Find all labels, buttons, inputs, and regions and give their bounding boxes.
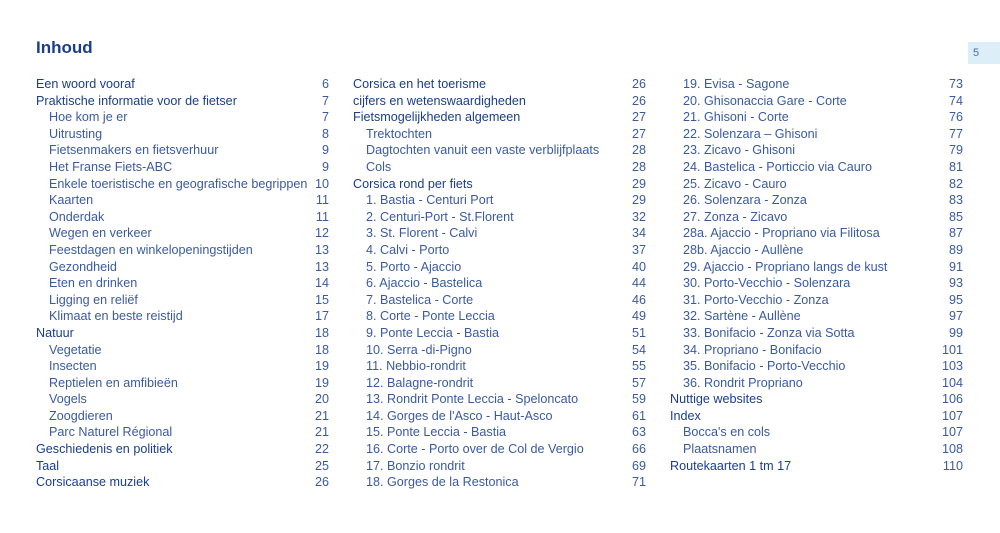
toc-entry-label: Trektochten [366, 126, 433, 141]
toc-entry-page: 13 [314, 242, 329, 257]
toc-entry-page: 107 [941, 425, 963, 440]
toc-entry-label: 8. Corte - Ponte Leccia [366, 309, 495, 324]
toc-entry-label: Nuttige websites [670, 392, 763, 407]
toc-entry-page: 101 [941, 342, 963, 357]
toc-entry[interactable] [670, 93, 963, 110]
toc-entry-page: 14 [314, 276, 329, 291]
toc-entry[interactable] [353, 209, 646, 226]
toc-entry[interactable] [36, 126, 329, 143]
toc-entry-page: 21 [314, 408, 329, 423]
toc-column-3 [670, 76, 963, 474]
toc-entry-page: 6 [321, 77, 329, 91]
toc-entry-label: 3. St. Florent - Calvi [366, 226, 478, 241]
toc-entry[interactable] [353, 441, 646, 458]
toc-entry[interactable] [353, 259, 646, 276]
toc-entry-label: Zoogdieren [49, 408, 113, 423]
toc-entry-page: 11 [315, 193, 329, 208]
toc-entry-page: 40 [631, 259, 646, 274]
toc-entry[interactable] [36, 259, 329, 276]
toc-entry-label: 2. Centuri-Port - St.Florent [366, 209, 514, 224]
toc-entry-page: 74 [948, 93, 963, 108]
toc-entry[interactable] [36, 225, 329, 242]
toc-entry-label: Enkele toeristische en geografische begrippen [49, 176, 308, 191]
toc-entry[interactable] [670, 209, 963, 226]
toc-entry[interactable] [670, 142, 963, 159]
toc-entry-page: 91 [948, 259, 963, 274]
toc-entry-page: 81 [948, 159, 963, 174]
toc-entry[interactable] [353, 342, 646, 359]
toc-entry-label: 26. Solenzara - Zonza [683, 193, 807, 208]
toc-entry-page: 25 [314, 458, 329, 473]
toc-entry-label: Vogels [49, 392, 87, 407]
toc-entry-label: 16. Corte - Porto over de Col de Vergio [366, 442, 584, 457]
toc-entry-page: 55 [631, 359, 646, 374]
toc-entry[interactable] [36, 342, 329, 359]
toc-entry[interactable] [670, 408, 963, 425]
toc-entry-page: 51 [631, 325, 646, 340]
toc-entry-label: Klimaat en beste reistijd [49, 309, 183, 324]
toc-entry[interactable] [670, 292, 963, 309]
toc-entry[interactable] [36, 458, 329, 475]
toc-entry-label: Fietsmogelijkheden algemeen [353, 110, 521, 125]
toc-entry-label: Routekaarten 1 tm 17 [670, 458, 792, 473]
toc-entry[interactable] [670, 358, 963, 375]
toc-entry-label: Feestdagen en winkelopeningstijden [49, 242, 253, 257]
toc-entry-page: 10 [314, 176, 329, 191]
toc-entry[interactable] [36, 76, 329, 93]
toc-entry[interactable] [353, 225, 646, 242]
toc-entry-label: 29. Ajaccio - Propriano langs de kust [683, 259, 888, 274]
toc-entry-page: 69 [631, 458, 646, 473]
toc-entry-label: Kaarten [49, 193, 94, 208]
toc-entry[interactable] [353, 358, 646, 375]
toc-entry-label: Corsica rond per fiets [353, 176, 473, 191]
toc-entry-label: 30. Porto-Vecchio - Solenzara [683, 276, 851, 291]
toc-entry-page: 11 [315, 209, 329, 224]
toc-entry[interactable] [36, 275, 329, 292]
toc-entry[interactable] [36, 109, 329, 126]
toc-entry[interactable] [353, 408, 646, 425]
toc-entry[interactable] [670, 342, 963, 359]
toc-entry-page: 77 [948, 126, 963, 141]
toc-entry-page: 12 [314, 226, 329, 241]
toc-entry[interactable] [353, 458, 646, 475]
toc-entry[interactable] [353, 93, 646, 110]
toc-entry-page: 28 [631, 143, 646, 158]
toc-entry-page: 15 [314, 292, 329, 307]
toc-entry-page: 22 [314, 442, 329, 457]
toc-entry-label: 20. Ghisonaccia Gare - Corte [683, 93, 847, 108]
toc-entry[interactable] [353, 142, 646, 159]
toc-entry[interactable] [353, 391, 646, 408]
toc-entry-page: 73 [948, 77, 963, 91]
toc-entry-page: 93 [948, 276, 963, 291]
toc-entry-label: Praktische informatie voor de fietser [36, 93, 237, 108]
toc-entry-page: 29 [631, 176, 646, 191]
toc-entry-label: 9. Ponte Leccia - Bastia [366, 325, 500, 340]
toc-entry-page: 66 [631, 442, 646, 457]
toc-entry[interactable] [36, 325, 329, 342]
toc-entry-page: 99 [948, 325, 963, 340]
toc-entry-page: 21 [314, 425, 329, 440]
toc-entry-label: 22. Solenzara – Ghisoni [683, 126, 818, 141]
toc-entry-page: 83 [948, 193, 963, 208]
toc-entry-label: 11. Nebbio-rondrit [366, 359, 466, 374]
toc-entry[interactable] [353, 192, 646, 209]
toc-entry[interactable] [353, 109, 646, 126]
toc-entry-label: 24. Bastelica - Porticcio via Cauro [683, 159, 872, 174]
toc-entry[interactable] [670, 76, 963, 93]
toc-entry-label: 31. Porto-Vecchio - Zonza [683, 292, 829, 307]
toc-entry-page: 46 [631, 292, 646, 307]
toc-entry[interactable] [36, 142, 329, 159]
toc-entry[interactable] [353, 176, 646, 193]
toc-entry-label: 7. Bastelica - Corte [366, 292, 474, 307]
toc-entry[interactable] [353, 325, 646, 342]
toc-entry[interactable] [353, 308, 646, 325]
toc-entry-label: 23. Zicavo - Ghisoni [683, 143, 795, 158]
toc-entry-page: 34 [631, 226, 646, 241]
toc-entry-label: Ligging en reliëf [49, 292, 138, 307]
toc-entry-label: Geschiedenis en politiek [36, 442, 173, 457]
toc-entry-page: 71 [631, 475, 646, 490]
toc-entry-label: Het Franse Fiets-ABC [49, 159, 173, 174]
toc-entry-page: 104 [941, 375, 963, 390]
toc-entry-label: Plaatsnamen [683, 442, 757, 457]
toc-entry-label: Hoe kom je er [49, 110, 128, 125]
toc-entry-label: cijfers en wetenswaardigheden [353, 93, 526, 108]
toc-entry[interactable] [353, 375, 646, 392]
toc-entry-label: Wegen en verkeer [49, 226, 152, 241]
toc-entry-label: Insecten [49, 359, 97, 374]
toc-entry[interactable] [670, 308, 963, 325]
toc-entry[interactable] [670, 325, 963, 342]
toc-column-1 [36, 76, 329, 491]
toc-entry-page: 103 [941, 359, 963, 374]
toc-entry-page: 63 [631, 425, 646, 440]
toc-entry-page: 106 [941, 392, 963, 407]
toc-entry-label: 15. Ponte Leccia - Bastia [366, 425, 507, 440]
toc-entry[interactable] [670, 159, 963, 176]
toc-entry-label: 33. Bonifacio - Zonza via Sotta [683, 325, 855, 340]
toc-entry-label: Vegetatie [49, 342, 102, 357]
toc-entry-label: 32. Sartène - Aullène [683, 309, 801, 324]
toc-entry[interactable] [670, 391, 963, 408]
toc-entry-page: 7 [321, 93, 329, 108]
toc-entry-page: 54 [631, 342, 646, 357]
toc-entry[interactable] [670, 126, 963, 143]
toc-entry[interactable] [353, 424, 646, 441]
toc-entry-label: Corsicaanse muziek [36, 475, 150, 490]
toc-entry[interactable] [670, 458, 963, 475]
toc-entry-page: 82 [948, 176, 963, 191]
toc-entry-page: 29 [631, 193, 646, 208]
toc-entry-label: Dagtochten vanuit een vaste verblijfplaats [366, 143, 600, 158]
toc-entry-page: 79 [948, 143, 963, 158]
toc-entry-label: 19. Evisa - Sagone [683, 77, 790, 91]
toc-entry-label: Natuur [36, 325, 74, 340]
toc-entry[interactable] [670, 375, 963, 392]
toc-entry-page: 9 [321, 159, 329, 174]
toc-entry-label: Gezondheid [49, 259, 117, 274]
toc-entry-label: 36. Rondrit Propriano [683, 375, 803, 390]
toc-entry[interactable] [353, 126, 646, 143]
toc-entry-label: 28a. Ajaccio - Propriano via Filitosa [683, 226, 880, 241]
toc-entry-page: 18 [314, 342, 329, 357]
toc-entry[interactable] [670, 176, 963, 193]
toc-entry-label: 35. Bonifacio - Porto-Vecchio [683, 359, 846, 374]
toc-entry-page: 28 [631, 159, 646, 174]
page-number: 5 [973, 47, 980, 59]
toc-entry-page: 97 [948, 309, 963, 324]
toc-entry-label: Reptielen en amfibieën [49, 375, 178, 390]
toc-entry[interactable] [670, 275, 963, 292]
toc-entry[interactable] [36, 192, 329, 209]
toc-entry[interactable] [353, 474, 646, 491]
toc-entry-page: 49 [631, 309, 646, 324]
toc-entry[interactable] [353, 76, 646, 93]
toc-entry-page: 26 [631, 93, 646, 108]
toc-entry[interactable] [353, 292, 646, 309]
toc-entry-page: 57 [631, 375, 646, 390]
toc-entry[interactable] [36, 391, 329, 408]
page-title: Inhoud [36, 38, 93, 57]
toc-entry[interactable] [670, 109, 963, 126]
toc-entry-label: Fietsenmakers en fietsverhuur [49, 143, 219, 158]
toc-entry-label: Cols [366, 159, 392, 174]
toc-entry[interactable] [36, 209, 329, 226]
toc-entry-page: 61 [631, 408, 646, 423]
toc-entry[interactable] [36, 176, 329, 193]
toc-entry-label: Onderdak [49, 209, 105, 224]
toc-entry-page: 59 [631, 392, 646, 407]
toc-entry-label: 1. Bastia - Centuri Port [366, 193, 494, 208]
toc-entry[interactable] [36, 292, 329, 309]
page-number-tab [968, 42, 1000, 64]
toc-entry-page: 108 [941, 442, 963, 457]
toc-entry-page: 20 [314, 392, 329, 407]
toc-entry-label: Uitrusting [49, 126, 103, 141]
toc-entry-label: Eten en drinken [49, 276, 138, 291]
toc-entry[interactable] [670, 242, 963, 259]
toc-entry-label: 28b. Ajaccio - Aullène [683, 242, 804, 257]
toc-entry[interactable] [36, 474, 329, 491]
toc-entry[interactable] [353, 275, 646, 292]
toc-entry-label: Bocca's en cols [683, 425, 771, 440]
toc-entry-page: 17 [314, 309, 329, 324]
toc-entry-label: Corsica en het toerisme [353, 77, 486, 91]
toc-entry-page: 26 [314, 475, 329, 490]
toc-entry[interactable] [36, 358, 329, 375]
toc-entry-page: 27 [631, 110, 646, 125]
toc-entry-page: 85 [948, 209, 963, 224]
toc-entry-label: 34. Propriano - Bonifacio [683, 342, 822, 357]
toc-entry-page: 9 [321, 143, 329, 158]
toc-entry[interactable] [36, 441, 329, 458]
toc-entry-page: 95 [948, 292, 963, 307]
toc-entry[interactable] [36, 424, 329, 441]
toc-entry-page: 32 [631, 209, 646, 224]
toc-entry[interactable] [670, 225, 963, 242]
toc-column-2 [353, 76, 646, 491]
toc-entry-label: 10. Serra -di-Pigno [366, 342, 472, 357]
toc-entry-page: 19 [314, 375, 329, 390]
toc-entry-label: Index [670, 408, 701, 423]
toc-entry[interactable] [670, 424, 963, 441]
toc-entry-label: Een woord vooraf [36, 77, 135, 91]
toc-entry[interactable] [36, 242, 329, 259]
toc-entry-page: 26 [631, 77, 646, 91]
toc-entry-page: 44 [631, 276, 646, 291]
toc-entry-label: 6. Ajaccio - Bastelica [366, 276, 483, 291]
toc-entry[interactable] [36, 93, 329, 110]
toc-entry-page: 7 [321, 110, 329, 125]
toc-entry-label: 4. Calvi - Porto [366, 242, 450, 257]
toc-entry-label: 12. Balagne-rondrit [366, 375, 474, 390]
toc-entry[interactable] [353, 159, 646, 176]
toc-entry-label: 5. Porto - Ajaccio [366, 259, 462, 274]
toc-entry-page: 89 [948, 242, 963, 257]
toc-entry[interactable] [670, 192, 963, 209]
toc-entry-page: 110 [942, 458, 963, 473]
toc-entry[interactable] [353, 242, 646, 259]
toc-entry-page: 8 [321, 126, 329, 141]
toc-entry-page: 13 [314, 259, 329, 274]
toc-entry[interactable] [36, 408, 329, 425]
toc-entry-label: 17. Bonzio rondrit [366, 458, 465, 473]
toc-entry[interactable] [670, 259, 963, 276]
toc-entry-page: 87 [948, 226, 963, 241]
toc-entry[interactable] [36, 308, 329, 325]
toc-entry-page: 19 [314, 359, 329, 374]
toc-entry[interactable] [36, 159, 329, 176]
toc-entry-page: 18 [314, 325, 329, 340]
toc-entry-label: 21. Ghisoni - Corte [683, 110, 789, 125]
toc-entry-label: Taal [36, 458, 60, 473]
toc-entry[interactable] [36, 375, 329, 392]
toc-entry-page: 27 [631, 126, 646, 141]
toc-entry-page: 107 [941, 408, 963, 423]
toc-entry-label: 27. Zonza - Zicavo [683, 209, 788, 224]
toc-entry-label: 14. Gorges de l'Asco - Haut-Asco [366, 408, 553, 423]
toc-entry[interactable] [670, 441, 963, 458]
toc-entry-label: Parc Naturel Régional [49, 425, 173, 440]
toc-entry-label: 18. Gorges de la Restonica [366, 475, 519, 490]
toc-entry-label: 25. Zicavo - Cauro [683, 176, 787, 191]
toc-entry-page: 37 [631, 242, 646, 257]
toc-entry-label: 13. Rondrit Ponte Leccia - Speloncato [366, 392, 579, 407]
toc-entry-page: 76 [948, 110, 963, 125]
